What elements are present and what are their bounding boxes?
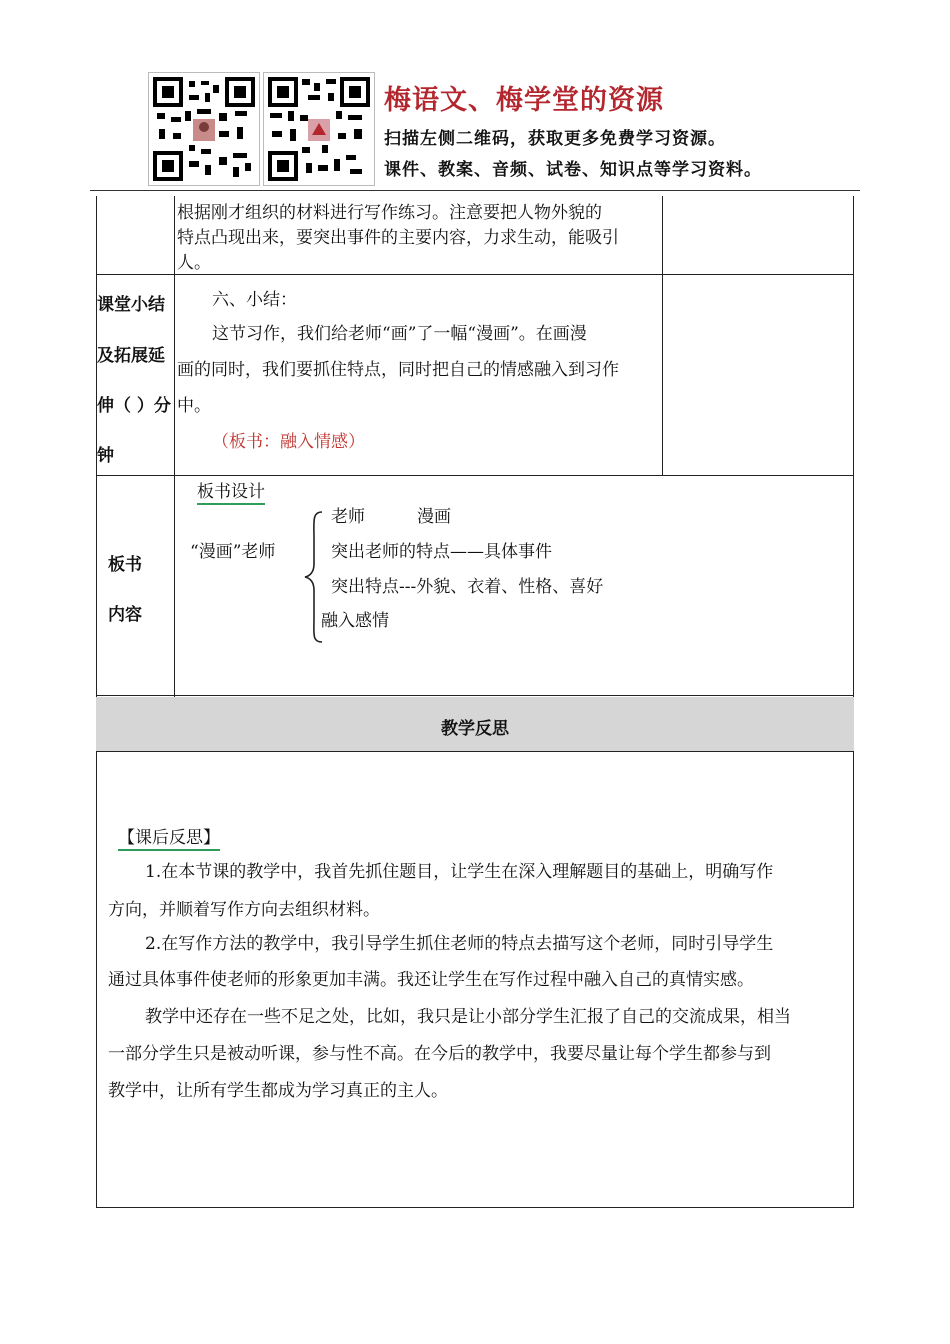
reflection-line-5: 教学中还存在一些不足之处，比如，我只是让小部分学生汇报了自己的交流成果，相当 [145, 1007, 791, 1027]
board-branch-3: 突出特点---外貌、衣着、性格、喜好 [331, 577, 604, 597]
row1-line-1: 根据刚才组织的材料进行写作练习。注意要把人物外貌的 [177, 203, 602, 223]
qr-code-right [263, 72, 375, 186]
summary-label-4: 钟 [97, 446, 114, 466]
summary-para-3: 中。 [177, 396, 211, 416]
reflection-line-2: 方向，并顺着写作方向去组织材料。 [108, 900, 380, 920]
row-divider-4 [96, 751, 854, 752]
summary-label-3: 伸（ ）分 [97, 396, 171, 416]
column-divider-label [174, 196, 175, 697]
summary-para-2: 画的同时，我们要抓住特点，同时把自己的情感融入到习作 [177, 360, 619, 380]
reflection-line-4: 通过具体事件使老师的形象更加丰满。我还让学生在写作过程中融入自己的真情实感。 [108, 970, 754, 990]
qr-code-right-icon [264, 73, 374, 185]
column-divider-right [662, 196, 663, 475]
header-rule [90, 190, 860, 191]
row1-line-2: 特点凸现出来，要突出事件的主要内容，力求生动，能吸引 [177, 228, 619, 248]
row1-line-3: 人。 [177, 253, 211, 273]
board-branch-2: 突出老师的特点——具体事件 [331, 542, 552, 562]
summary-label-2: 及拓展延 [97, 346, 165, 366]
qr-code-left-icon [149, 73, 259, 185]
board-branch-1b: 漫画 [417, 507, 451, 527]
board-label-2: 内容 [108, 605, 142, 625]
brand-line-2: 课件、教案、音频、试卷、知识点等学习资料。 [384, 160, 762, 180]
qr-code-left [148, 72, 260, 186]
brand-line-1: 扫描左侧二维码，获取更多免费学习资源。 [384, 129, 726, 149]
board-branch-1a: 老师 [331, 507, 365, 527]
summary-label-1: 课堂小结 [97, 295, 165, 315]
table-border-bottom [96, 1207, 854, 1208]
brand-title: 梅语文、梅学堂的资源 [384, 85, 664, 116]
summary-heading: 六、小结： [212, 290, 297, 310]
row-divider-3 [96, 695, 854, 696]
board-root: “漫画”老师 [190, 542, 276, 562]
board-branch-4: 融入感情 [321, 611, 389, 631]
reflection-heading: 【课后反思】 [118, 828, 220, 851]
reflection-line-7: 教学中，让所有学生都成为学习真正的主人。 [108, 1081, 448, 1101]
reflection-line-3: 2.在写作方法的教学中，我引导学生抓住老师的特点去描写这个老师，同时引导学生 [145, 934, 774, 954]
board-title: 板书设计 [197, 482, 265, 505]
board-label-1: 板书 [108, 555, 142, 575]
summary-note: （板书：融入情感） [212, 432, 365, 452]
row-divider-2 [96, 475, 854, 476]
summary-para-1: 这节习作，我们给老师“画”了一幅“漫画”。在画漫 [212, 324, 587, 344]
reflection-band-title: 教学反思 [441, 719, 509, 739]
reflection-line-6: 一部分学生只是被动听课，参与性不高。在今后的教学中，我要尽量让每个学生都参与到 [108, 1044, 771, 1064]
reflection-line-1: 1.在本节课的教学中，我首先抓住题目，让学生在深入理解题目的基础上，明确写作 [145, 862, 774, 882]
